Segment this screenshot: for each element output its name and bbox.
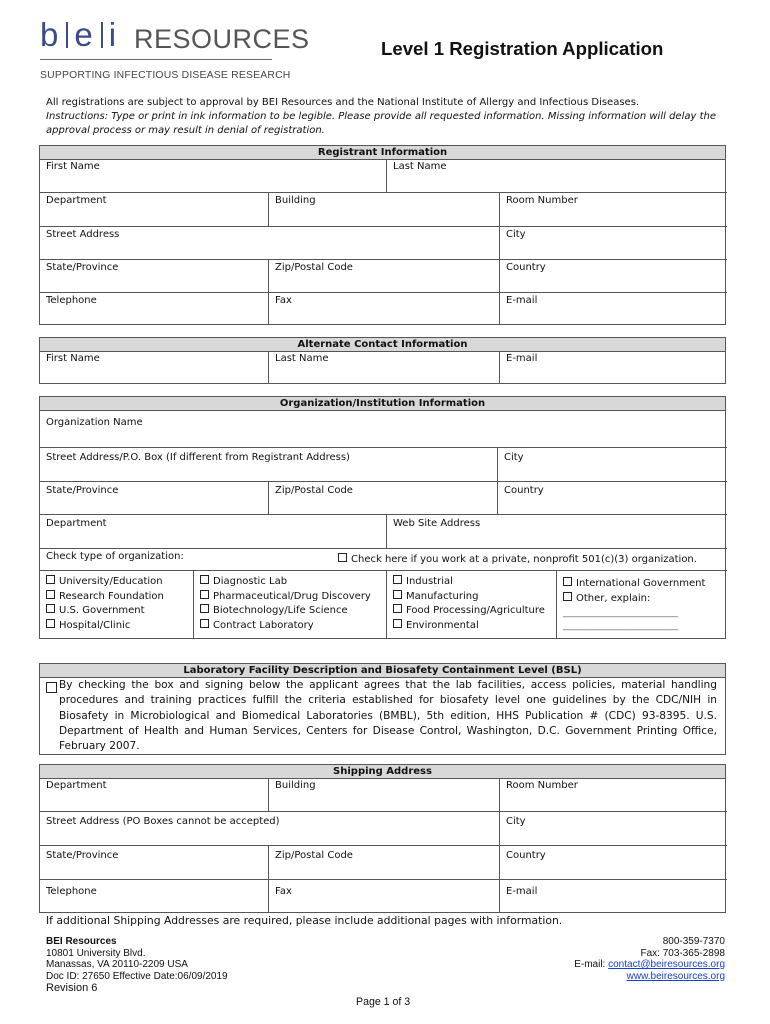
org-type-col2 (193, 570, 386, 639)
org-name-field[interactable]: Organization Name (46, 417, 143, 428)
checkbox[interactable] (393, 590, 402, 599)
checkbox[interactable] (46, 590, 55, 599)
shipping-note: If additional Shipping Addresses are required, please include additional pages with information. (46, 914, 563, 927)
org-type-col3 (386, 570, 556, 639)
org-type-intl-government[interactable]: International Government (563, 577, 721, 592)
page-title: Level 1 Registration Application (381, 38, 664, 59)
org-type-diagnostic-lab[interactable]: Diagnostic Lab (200, 575, 380, 590)
org-type-contract-lab[interactable]: Contract Laboratory (200, 619, 380, 634)
shipping-telephone-field[interactable]: Telephone (40, 879, 268, 913)
registrant-section (39, 145, 726, 325)
org-type-manufacturing[interactable]: Manufacturing (393, 590, 550, 605)
org-website-field[interactable]: Web Site Address (386, 514, 727, 548)
checkbox[interactable] (200, 575, 209, 584)
org-type-other[interactable]: Other, explain: (563, 592, 721, 607)
checkbox[interactable] (46, 619, 55, 628)
other-explain-line[interactable]: _______________________ (563, 607, 678, 618)
bei-logo (40, 18, 118, 51)
org-type-col1 (40, 570, 193, 639)
intro-text (46, 96, 726, 138)
page-number: Page 1 of 3 (356, 996, 411, 1008)
nonprofit-option[interactable]: Check here if you work at a private, nonprofit 501(c)(3) organization. (338, 553, 697, 565)
other-explain-line[interactable]: _______________________ (563, 620, 678, 631)
footer-org: BEI Resources (46, 936, 117, 947)
checkbox[interactable] (563, 577, 572, 586)
footer-contact (574, 936, 725, 982)
org-city-field[interactable]: City (497, 447, 727, 481)
registrant-building-field[interactable]: Building (268, 192, 499, 226)
logo-resources: RESOURCES (134, 24, 310, 54)
checkbox[interactable] (46, 575, 55, 584)
alternate-first-name-field[interactable]: First Name (46, 353, 100, 364)
shipping-department-field[interactable]: Department (46, 780, 107, 791)
registrant-street-field[interactable]: Street Address (40, 226, 499, 259)
footer-addr2: Manassas, VA 20110-2209 USA (46, 959, 188, 970)
logo-tagline: SUPPORTING INFECTIOUS DISEASE RESEARCH (40, 70, 291, 81)
registrant-zip-field[interactable]: Zip/Postal Code (268, 259, 499, 292)
registrant-fax-field[interactable]: Fax (268, 292, 499, 325)
shipping-header: Shipping Address (40, 765, 725, 779)
footer-web-link[interactable]: www.beiresources.org (626, 970, 725, 982)
shipping-state-field[interactable]: State/Province (40, 845, 268, 879)
intro-instructions: Instructions: Type or print in ink information to be legible. Please provide all requested information. Missing information will delay the approval process or may result in denial of registration. (46, 111, 716, 136)
registrant-department-field[interactable]: Department (40, 192, 268, 226)
alternate-section (39, 337, 726, 384)
registrant-city-field[interactable]: City (499, 226, 727, 259)
biosafety-text: By checking the box and signing below the applicant agrees that the lab facilities, access policies, material handling procedures and training practices fulfill the criteria established for biosafety level one guidelines by the CDC/NIH in Biosafety in Microbiological and Biomedical Laboratories (BMBL), 5th edition, HHS Publication # (CDC) 93-8395. U.S. Department of Health and Human Services, Centers for Disease Control, Washington, D.C. Government Printing Office, February 2007. (59, 679, 717, 753)
registrant-email-field[interactable]: E-mail (499, 292, 727, 325)
org-type-hospital[interactable]: Hospital/Clinic (46, 619, 187, 634)
biosafety-header: Laboratory Facility Description and Biosafety Containment Level (BSL) (40, 664, 725, 678)
org-country-field[interactable]: Country (497, 481, 727, 514)
checkbox[interactable] (200, 619, 209, 628)
org-type-environmental[interactable]: Environmental (393, 619, 550, 634)
org-type-food-processing[interactable]: Food Processing/Agriculture (393, 604, 550, 619)
footer-fax: Fax: 703-365-2898 (640, 947, 725, 959)
biosafety-section (39, 663, 726, 755)
org-type-col4 (556, 570, 727, 639)
org-state-field[interactable]: State/Province (40, 481, 268, 514)
shipping-fax-field[interactable]: Fax (268, 879, 499, 913)
org-type-research-foundation[interactable]: Research Foundation (46, 590, 187, 605)
alternate-header: Alternate Contact Information (40, 338, 725, 352)
footer-email-row: E-mail: contact@beiresources.org (574, 959, 725, 970)
shipping-room-field[interactable]: Room Number (499, 778, 727, 811)
shipping-street-field[interactable]: Street Address (PO Boxes cannot be accepted) (40, 811, 499, 845)
org-type-biotechnology[interactable]: Biotechnology/Life Science (200, 604, 380, 619)
logo-e: e (74, 16, 95, 53)
checkbox[interactable] (200, 604, 209, 613)
org-type-us-government[interactable]: U.S. Government (46, 604, 187, 619)
shipping-section (39, 764, 726, 913)
org-street-field[interactable]: Street Address/P.O. Box (If different from Registrant Address) (40, 447, 497, 481)
shipping-zip-field[interactable]: Zip/Postal Code (268, 845, 499, 879)
registrant-header: Registrant Information (40, 146, 725, 160)
registrant-country-field[interactable]: Country (499, 259, 727, 292)
logo-divider (101, 22, 103, 48)
checkbox[interactable] (200, 590, 209, 599)
org-zip-field[interactable]: Zip/Postal Code (268, 481, 497, 514)
registrant-first-name-field[interactable]: First Name (46, 161, 100, 172)
footer-revision: Revision 6 (46, 982, 98, 994)
logo-divider (66, 22, 68, 48)
checkbox[interactable] (393, 619, 402, 628)
shipping-city-field[interactable]: City (499, 811, 727, 845)
nonprofit-checkbox[interactable] (338, 553, 347, 562)
alternate-last-name-field[interactable]: Last Name (268, 351, 499, 384)
logo-underline (40, 59, 272, 60)
shipping-email-field[interactable]: E-mail (499, 879, 727, 913)
org-type-industrial[interactable]: Industrial (393, 575, 550, 590)
footer-phone: 800-359-7370 (662, 936, 725, 947)
organization-section (39, 396, 726, 639)
footer-doc-id: Doc ID: 27650 Effective Date:06/09/2019 (46, 970, 228, 982)
biosafety-agree-checkbox[interactable] (46, 682, 57, 693)
registrant-room-field[interactable]: Room Number (499, 192, 727, 226)
org-type-pharmaceutical[interactable]: Pharmaceutical/Drug Discovery (200, 590, 380, 605)
registrant-state-field[interactable]: State/Province (40, 259, 268, 292)
org-type-label: Check type of organization: (46, 551, 184, 562)
org-department-field[interactable]: Department (40, 514, 386, 548)
checkbox[interactable] (393, 575, 402, 584)
shipping-building-field[interactable]: Building (268, 778, 499, 811)
checkbox[interactable] (46, 604, 55, 613)
organization-header: Organization/Institution Information (40, 397, 725, 411)
intro-approval: All registrations are subject to approval by BEI Resources and the National Institute of Allergy and Infectious Diseases. (46, 97, 640, 108)
alternate-email-field[interactable]: E-mail (499, 351, 727, 384)
footer-addr1: 10801 University Blvd. (46, 947, 146, 959)
shipping-country-field[interactable]: Country (499, 845, 727, 879)
logo-b: b (40, 16, 61, 53)
registrant-last-name-field[interactable]: Last Name (386, 159, 727, 192)
logo-i: i (108, 16, 119, 53)
footer-email-link[interactable]: contact@beiresources.org (608, 959, 725, 970)
checkbox[interactable] (393, 604, 402, 613)
org-type-row (40, 548, 727, 570)
org-type-university[interactable]: University/Education (46, 575, 187, 590)
checkbox[interactable] (563, 592, 572, 601)
registrant-telephone-field[interactable]: Telephone (40, 292, 268, 325)
footer-address (46, 936, 228, 995)
